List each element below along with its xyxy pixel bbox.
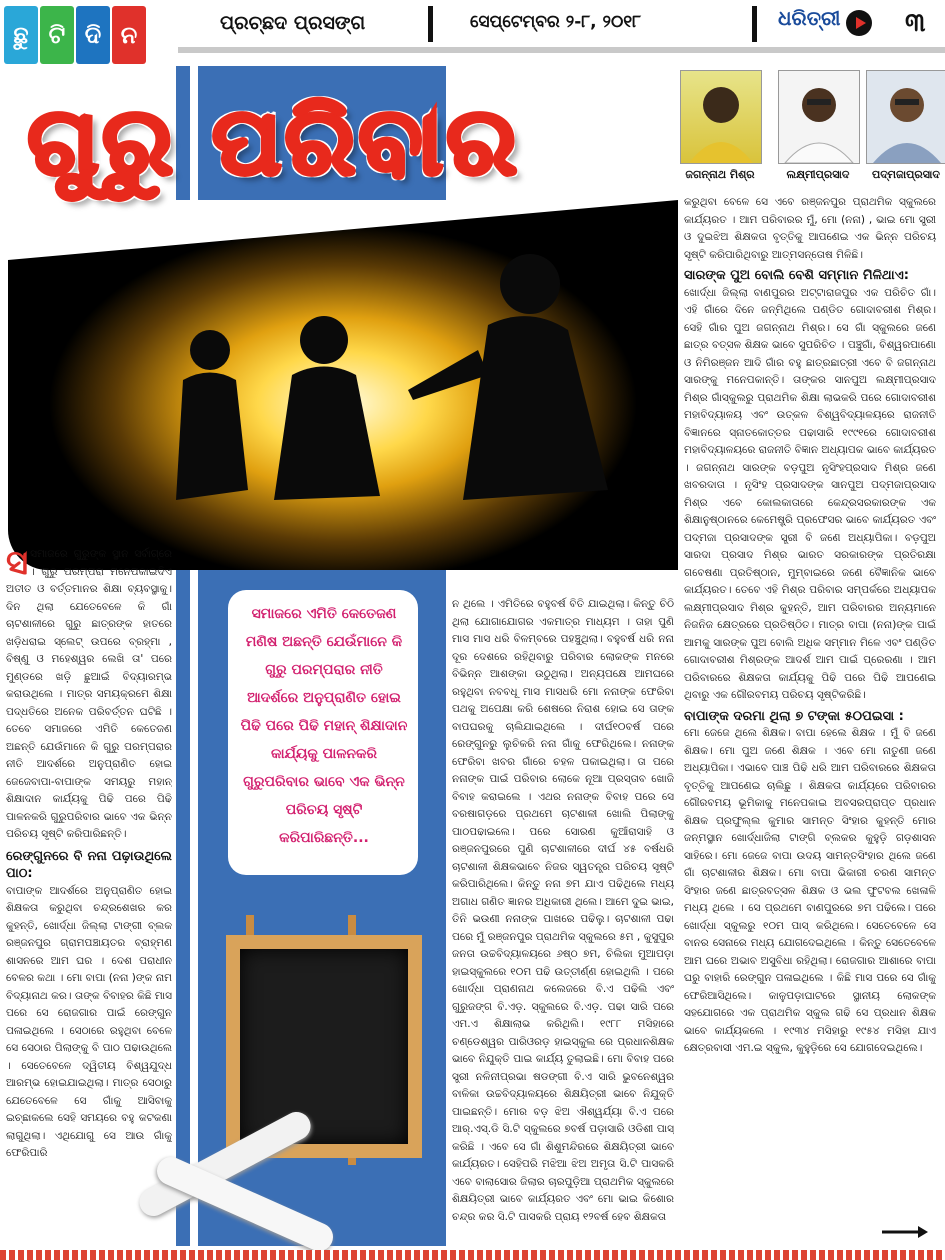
portrait-photo (680, 70, 762, 164)
logo-letter-2: ଟି (40, 6, 74, 64)
portrait-photo (866, 70, 945, 164)
column-3 (452, 596, 674, 1246)
portrait-caption: ଜଗନ୍ନାଥ ମିଶ୍ର (685, 168, 755, 181)
subheading: ରେଙ୍ଗୁନରେ ବି ନନା ପଢ଼ାଉଥିଲେ ପାଠ: (6, 848, 172, 881)
hero-image (8, 200, 678, 570)
article-paragraph: ବାପାଙ୍କ ଆଦର୍ଶରେ ଅନୁପ୍ରାଣିତ ହୋଇ ଶିକ୍ଷକତା କରୁଥିବା ଚନ୍ଦ୍ରଶେଖର କର କୁହନ୍ତି, ଖୋର୍ଦ୍ଧା ଜିଲ୍ଲା ଟାଙ୍ଗୀ ବ୍ଲକ ରଞ୍ଜନପୁର ଗ୍ରାମପଞ୍ଚାୟତର ବ୍ରାହ୍ମଣ ଶାସନରେ ଆମ ଘର । ଦେଶ ପରାଧୀନ ବେଳର କଥା । ମୋ ବାପା (ନନା )ଙ୍କ ନାମ ବିଦ୍ୟାନାଥ କର। ତାଙ୍କ ବିବାହର କିଛି ମାସ ପରେ ସେ ରୋଜଗାର ପାଇଁ ରେଙ୍ଗୁନ ପଳାଇଥିଲେ । ସେଠାରେ ରହୁଥିବା ବେଳେ ସେ ସେଠାର ପିଲାଙ୍କୁ ବି ପାଠ ପଢାଉଥିଲେ । ସେତେବେଳେ ଦ୍ୱିତୀୟ ବିଶ୍ୱଯୁଦ୍ଧ ଆରମ୍ଭ ହୋଇଯାଇଥିଲା। ମାତ୍ର ସେଠାରୁ ଯେତେବେଳେ ସେ ଗାଁକୁ ଆସିବାକୁ ଇଚ୍ଛାକଲେ ସେହି ସମୟରେ ବହୁ କଟକଣା ଲାଗୁଥିଲା। ଏଥିଯୋଗୁ ସେ ଆଉ ଗାଁକୁ ଫେରିପାରି (6, 884, 172, 1159)
portrait-caption: ଲକ୍ଷ୍ମୀପ୍ରସାଦ (786, 168, 850, 181)
issue-date: ସେପ୍ଟେମ୍ବର ୨-୮, ୨୦୧୮ (470, 12, 642, 32)
subheading: ସାରଙ୍କ ପୁଅ ବୋଲି ବେଶି ସମ୍ମାନ ମିଳିଥାଏ: (684, 268, 909, 283)
logo-letter-3: ଦି (76, 6, 110, 64)
play-icon (846, 10, 872, 36)
drop-cap: ସ (6, 546, 29, 583)
pull-quote: ସମାଜରେ ଏମିତି କେତେଜଣ ମଣିଷ ଅଛନ୍ତି ଯେଉଁମାନେ କି ଗୁରୁ ପରମ୍ପରାର ନୀତି ଆଦର୍ଶରେ ଅନୁପ୍ରାଣିତ ହୋଇ ପିଢି ପରେ ପିଢି ମହାନ୍ ଶିକ୍ଷାଦାନ କାର୍ଯ୍ୟକୁ ପାଳନକରି ଗୁରୁପରିବାର ଭାବେ ଏକ ଭିନ୍ନ ପରିଚୟ ସୃଷ୍ଟି କରିପାରିଛନ୍ତି... (240, 606, 408, 846)
footer-rule (0, 1250, 945, 1260)
subheading: ବାପାଙ୍କ ଦରମା ଥିଲା ୭ ଟଙ୍କା ୫୦ପଇସା : (684, 708, 904, 724)
article-paragraph: ଖୋର୍ଦ୍ଧା ଜିଲ୍ଲା ବାଣପୁରର ଅଟ୍ଟାରାଜପୁର ଏକ ପରିଚିତ ଗାଁ। ଏହି ଗାଁରେ ଦିନେ ଜନ୍ମିଥିଲେ ପଣ୍ଡିତ ଗୋଦାବରୀଶ ମିଶ୍ର। ସେହି ଗାଁର ପୁଅ ଜଗନ୍ନାଥ ମିଶ୍ର। ସେ ଗାଁ ସ୍କୁଲରେ ଜଣେ ଛାତ୍ର ବତ୍ସଳ ଶିକ୍ଷକ ଭାବେ ସୁପରିଚିତ । ପଞ୍ଚୁଗାଁ, ବିଶ୍ୱରପାଣୋ ଓ ନିମିରଞ୍ଜନ ଆଦି ଗାଁର ବହୁ ଛାତ୍ରଛାତ୍ରୀ ଏବେ ବି ଜଗନ୍ନାଥ ସାରଙ୍କୁ ମନେପକାନ୍ତି। ତାଙ୍କର ସାନପୁଅ ଲକ୍ଷ୍ମୀପ୍ରସାଦ ମିଶ୍ର ଗାଁସ୍କୁଲରୁ ପ୍ରାଥମିକ ଶିକ୍ଷା ଲାଭକରି ପରେ ଗୋଦାବରୀଶ ମହାବିଦ୍ୟାଳୟ ଏବଂ ଉତ୍କଳ ବିଶ୍ୱବିଦ୍ୟାଳୟରେ ରାଜନୀତି ବିଜ୍ଞାନରେ ସ୍ନାତକୋତ୍ତର ପଢାସାରି ୧୯୯୧ରେ ଗୋଦାବରୀଶ ମହାବିଦ୍ୟାଳୟରେ ରାଜନୀତି ବିଜ୍ଞାନ ଅଧ୍ୟାପକ ଭାବେ କାର୍ଯ୍ୟରତ । ଜଗନ୍ନାଥ ସାରଙ୍କ ବଡ଼ପୁଅ ନୃସିଂହପ୍ରସାଦ ମିଶ୍ର ଜଣେ ଖବରଦାତା । ନୃସିଂହ ପ୍ରସାଦଙ୍କ ସାନପୁଅ ପଦ୍ମଜାପ୍ରସାଦ ମିଶ୍ର ଏବେ କୋଲକାତାରେ କେନ୍ଦ୍ରସରକାରଙ୍କ ଏକ ଶିକ୍ଷାନୁଷ୍ଠାନରେ କେମେଷ୍ଟ୍ରି ପ୍ରଫେସର ଭାବେ କାର୍ଯ୍ୟରତ ଏବଂ ପଦ୍ମଜା ପ୍ରସାଦଙ୍କ ସ୍ତ୍ରୀ ବି ଜଣେ ଅଧ୍ୟାପିକା। ବଡ଼ପୁଅ ସାରଦା ପ୍ରସାଦ ମିଶ୍ର ଭାରତ ସରକାରଙ୍କ ପ୍ରତିରକ୍ଷା ଗବେଷଣା ପ୍ରତିଷ୍ଠାନ, ମୁମ୍ବାଇରେ ଜଣେ ବୈଜ୍ଞାନିକ ଭାବେ କାର୍ଯ୍ୟରତ। ତେବେ ଏହି ମିଶ୍ର ପରିବାର ସମ୍ପର୍କରେ ଅଧ୍ୟାପକ ଲକ୍ଷ୍ମୀପ୍ରସାଦ ମିଶ୍ର କୁହନ୍ତି, ଆମ ପରିବାରର ଅନ୍ୟମାନେ ନିଜନିଜ କ୍ଷେତ୍ରରେ ପ୍ରତିଷ୍ଠିତ। ମାତ୍ର ବାପା (ନନା)ଙ୍କ ପାଇଁ ଆମକୁ ସାରଙ୍କ ପୁଅ ବୋଲି ଅଧିକ ସମ୍ମାନ ମିଳେ ଏବଂ ପଣ୍ଡିତ ଗୋଦାବରୀଶ ମିଶ୍ରଙ୍କ ଆଦର୍ଶ ଆମ ପାଇଁ ପ୍ରେରଣା । ଆମ ପରିବାରରେ ଶିକ୍ଷକତା କାର୍ଯ୍ୟକୁ ପିଢି ପରେ ପିଢି ଆପଣେଇ ଥିବାରୁ ଏକ ଗୌରବମୟ ପରିଚୟ ସୃଷ୍ଟିକରିଛି। (684, 286, 936, 701)
article-paragraph: ନ ଥିଲେ । ଏମିତିରେ ବହୁବର୍ଷ ବିତି ଯାଇଥିଲା। କିନ୍ତୁ ଚିଠି ଥିଲା ଯୋଗାଯୋଗର ଏକମାତ୍ର ମାଧ୍ୟମ । ତାହା ପୁଣି ମାସ ମାସ ଧରି ବିଳମ୍ବରେ ପହଞ୍ଚୁଥିଲା। ବହୁବର୍ଷ ଧରି ନନା ଦୂର ଦେଶରେ ରହିଥିବାରୁ ପରିବାର ଲୋକଙ୍କ ମନରେ ବିଭିନ୍ନ ଆଶଙ୍କା ଉଠୁଥିଲା। ଅନ୍ୟପକ୍ଷେ ଆମଘରେ ରହୁଥିବା ନବବଧୂ ମାସ ମାସଧରି ମୋ ନନାଙ୍କ ଫେରିବା ପଥକୁ ଅପେକ୍ଷା କରି ଶେଷରେ ନିରାଶ ହୋଇ ସେ ତାଙ୍କ ବାପଘରକୁ ଚାଲିଯାଇଥିଲେ । ଦୀର୍ଘ୧୦ବର୍ଷ ପରେ ରେଙ୍ଗୁନରୁ ଲୁଚିକରି ନନା ଗାଁକୁ ଫେରିଥିଲେ। ନନାଙ୍କ ଫେରିବା ଖବର ଗାଁରେ ଚହଳ ପକାଇଥିଲା। ତା ପରେ ନନାଙ୍କ ପାଇଁ ପରିବାର ଲୋକେ ନୂଆ ପ୍ରସ୍ତାବ ଖୋଜି ବିବାହ କରାଇଲେ । ଏଥର ନନାଙ୍କ ବିବାହ ପରେ ସେ ବରଷାଗଡ଼ରେ ପ୍ରଥମେ ଚାଟଶାଳୀ ଖୋଲି ପିଲାଙ୍କୁ ପାଠପଢାଇଲେ। ପରେ ସୋରଣ କୁଆଁରାସାହି ଓ ରଞ୍ଜନପୁରରେ ପୁଣି ଚାଟଶାଳୀରେ ଦୀର୍ଘ ୪୫ ବର୍ଷଧରି ଚାଟଶାଳୀ ଶିକ୍ଷକଭାବେ ନିଜର ସ୍ୱତନ୍ତ୍ର ପରିଚୟ ସୃଷ୍ଟି କରିପାରିଥିଲେ। କିନ୍ତୁ ନନା ୭ମ ଯାଏ ପଢିଥିଲେ ମଧ୍ୟ ଅଗାଧ ଗଣିତ ଜ୍ଞାନର ଅଧିକାରୀ ଥିଲେ। ଆମେ ଦୁଇ ଭାଇ, ତିନି ଭଉଣୀ ନନାଙ୍କ ପାଖରେ ପଢିଲୁ। ଚାଟଶାଳୀ ପଢା ପରେ ମୁଁ ରଞ୍ଜନପୁର ପ୍ରାଥମିକ ସ୍କୁଲରେ ୫ମ , କୁସୁପୁର ଜନତା ଉଚ୍ଚବିଦ୍ୟାଳୟରେ ୬ଷ୍ଠ ୭ମ, ଚିଲିକା ମୁଆପଡ଼ା ହାଇସ୍କୁଲରେ ୧୦ମ ପଢି ଉତ୍ତୀର୍ଣ୍ଣ ହୋଇଥିଲି । ପରେ ଖୋର୍ଦ୍ଧା ପ୍ରାଣନାଥ କଲେଜରେ ବି.ଏ ପଢିଲି ଏବଂ ଗୁରୁଜଙ୍ଗ ବି.ଏଡ଼. ସ୍କୁଲରେ ବି.ଏଡ଼. ପଢା ସାରି ପରେ ଏମ.ଏ ଶିକ୍ଷାଲାଭ କରିଥିଲି। ୧୯୮୮ ମସିହାରେ ଚଣ୍ଡେଶ୍ୱର ପାରିଓରଡ଼ ହାଇସ୍କୁଲ ରେ ପ୍ରଧାନଶିକ୍ଷକ ଭାବେ ନିଯୁକ୍ତି ପାଇ କାର୍ଯ୍ୟ ତୁଲାଇଛି। ମୋ ବିବାହ ପରେ ସ୍ତ୍ରୀ ନଳିନୀପ୍ରଭା ଷଡଙ୍ଗୀ ବି.ଏ ସାରି ଭୁବନେଶ୍ୱର ବାଳିକା ଉଚ୍ଚବିଦ୍ୟାଳୟରେ ଶିକ୍ଷୟିତ୍ରୀ ଭାବେ ନିଯୁକ୍ତି ପାଇଛନ୍ତି। ମୋର ବଡ଼ ଝିଅ ଐଶ୍ୱର୍ଯ୍ୟା ବି.ଏ ପରେ ଆର୍.ଏସ୍.ଡି ସି.ଟି ସ୍କୁଲରେ ୭ବର୍ଷ ପଡ଼ାସାରି ଓଡିଶୀ ପାସ୍ କରିଛି । ଏବେ ସେ ଗାଁ ଶିଶୁମନ୍ଦିରରେ ଶିକ୍ଷୟିତ୍ରୀ ଭାବେ କାର୍ଯ୍ୟରତ। ସେହିପରି ମଝିଆ ଝିଅ ଅମୃତା ସି.ଟି ପାସକରି ଏବେ ବାଲାସୋର ଜିଲାର ଚାରପୁଡ଼ିଆ ପ୍ରାଥମିକ ସ୍କୁଲରେ ଶିକ୍ଷୟିତ୍ରୀ ଭାବେ କାର୍ଯ୍ୟରତ ଏବଂ ମୋ ଭାଇ କିଶୋର ଚନ୍ଦ୍ର କର ସି.ଟି ପାସକରି ପ୍ରାୟ ୧୨ବର୍ଷ ହେବ ଶିକ୍ଷକତା (452, 598, 674, 1223)
article-paragraph: କରୁଥିବା ବେଳେ ସେ ଏବେ ରଞ୍ଜନପୁର ପ୍ରାଥମିକ ସ୍କୁଲରେ କାର୍ଯ୍ୟରତ । ଆମ ପରିବାରର ମୁଁ, ମୋ (ନନା) , ଭାଇ ମୋ ସ୍ତ୍ରୀ ଓ ଦୁଇଝିଅ ଶିକ୍ଷକତା ବୃତ୍ତିକୁ ଆପଣେଇ ଏକ ଭିନ୍ନ ପରିଚୟ ସୃଷ୍ଟି କରିପାରିଥିବାରୁ ଆତ୍ମସନ୍ତୋଷ ମିଳିଛି। (684, 196, 936, 261)
portrait-photo (778, 70, 860, 164)
column-4 (684, 194, 936, 1244)
portrait-caption: ପଦ୍ମଜାପ୍ରସାଦ (872, 168, 940, 181)
article-paragraph: ମୋ ଜେଜେ ଥିଲେ ଶିକ୍ଷକ। ବାପା ହେଲେ ଶିକ୍ଷକ । ମୁଁ ବି ଜଣେ ଶିକ୍ଷକ। ମୋ ପୁଅ ଜଣେ ଶିକ୍ଷକ । ଏବେ ମୋ ନାତୁଣୀ ଜଣେ ଅଧ୍ୟାପିକା। ଏଭାବେ ପାଞ୍ଚ ପିଢି ଧରି ଆମ ପରିବାରରେ ଶିକ୍ଷକତା ବୃତ୍ତିକୁ ଆପଣେଇ ଚାଲିଛୁ । ଶିକ୍ଷକତା କାର୍ଯ୍ୟରେ ପରିବାରର ଗୌରବମୟ ଭୂମିକାକୁ ମନେପକାଇ ଅବସରପ୍ରାପ୍ତ ପ୍ରଧାନ ଶିକ୍ଷକ ପ୍ରଫୁଲ୍ଲ କୁମାର ସାମନ୍ତ ସିଂହାର କୁହନ୍ତି ମୋର ଜନ୍ମସ୍ଥାନ ଖୋର୍ଦ୍ଧାଜିଲା ଟାଙ୍ଗି ବ୍ଲକର କୁହୁଡ଼ି ଗଡ଼ଶାସନ ସାହିରେ। ମୋ ଜେଜେ ବାପା ଉଦୟ ସାମନ୍ତସିଂହାର ଥିଲେ ଜଣେ ଗାଁ ଚାଟଶାଳୀର ଶିକ୍ଷକ। ମୋ ବାପା ଭିକାରୀ ଚରଣ ସାମନ୍ତ ସିଂହାର ଜଣେ ଛାତ୍ରବତ୍ସଳ ଶିକ୍ଷକ ଓ ଭଲ ଫୁଟବଲ ଖେଳାଳି ମଧ୍ୟ ଥିଲେ । ସେ ପ୍ରଥମେ ବାଣପୁରରେ ୭ମ ପଢିଲେ। ପରେ ଖୋର୍ଦ୍ଧା ସ୍କୁଲରୁ ୧୦ମ ପାସ୍ କରିଥିଲେ। ସେତେବେଳେ ସେ ବାନର ସେନାରେ ମଧ୍ୟ ଯୋଗଦେଇଥିଲେ । କିନ୍ତୁ ସେତେବେଳେ ଆମ ଘରେ ଅଭାବ ଅସୁବିଧା ରହିଥିଲା। ରୋଜଗାର ଆଶାରେ ବାପା ଘରୁ ବାହାରି ରେଙ୍ଗୁନ ପଳାଇଥିଲେ । କିଛି ମାସ ପରେ ସେ ଗାଁକୁ ଫେରିଆସିଥିଲେ। କାଳୁପଡ଼ାଘାଟରେ ସ୍ଥାନୀୟ ଲୋକଙ୍କ ସହଯୋଗରେ ଏକ ପ୍ରାଥମିକ ସ୍କୁଲ ଗଢି ସେ ପ୍ରଧାନ ଶିକ୍ଷକ ଭାବେ କାର୍ଯ୍ୟକଲେ । ୧୯୩୪ ମସିହାରୁ ୧୯୫୪ ମସିହା ଯାଏ କ୍ଷେତ୍ରବାସୀ ଏମ.ଇ ସ୍କୁଲ, କୁହୁଡ଼ିରେ ସେ ଯୋଗଦେଇଥିଲେ। (684, 727, 936, 1054)
logo-letter-4: ନ (112, 6, 146, 64)
logo-letter-1: ଛୁ (4, 6, 38, 64)
section-label: ପ୍ରଚ୍ଛଦ ପ୍ରସଙ୍ଗ (220, 12, 366, 34)
brand-logo: ଧରିତ୍ରୀ (778, 6, 841, 30)
header-divider (428, 6, 433, 42)
header-rule (178, 47, 945, 53)
continue-arrow-icon (880, 1224, 930, 1244)
column-1 (6, 546, 172, 1246)
chalkboard-image (226, 935, 422, 1158)
article-paragraph: ସମାଜରେ ଗୁରୁଙ୍କ ସ୍ଥାନ ସର୍ବାଗ୍ରେ । ଗୁରୁ ପରମ୍ପରା ମନେପକାଇଦିଏ ଅତୀତ ଓ ବର୍ତ୍ତମାନର ଶିକ୍ଷା ବ୍ୟବସ୍ଥାକୁ। ଦିନ ଥିଲା ଯେତେବେଳେ କି ଗାଁ ଚାଟଶାଳୀରେ ଗୁରୁ ଛାତ୍ରଙ୍କ ହାତରେ ଖଡ଼ିଧରାଇ ସ୍ଲେଟ୍ ଉପରେ ବ୍ରହ୍ମା , ବିଷ୍ଣୁ ଓ ମହେଶ୍ୱର ଲେଖି ତା' ପରେ ମୁଣ୍ଡରେ ଖଡ଼ି ଛୁଆଇଁ ବିଦ୍ୟାରମ୍ଭ କରାଉଥିଲେ । ମାତ୍ର ସମୟକ୍ରମେ ଶିକ୍ଷା ପଦ୍ଧତିରେ ଅନେକ ପରିବର୍ତ୍ତନ ଘଟିଛି । ତେବେ ସମାଜରେ ଏମିତି କେତେଜଣ ଅଛନ୍ତି ଯେଉଁମାନେ କି ଗୁରୁ ପରମ୍ପରାର ନୀତି ଆଦର୍ଶରେ ଅନୁପ୍ରାଣିତ ହୋଇ ଜେଜେବାପା-ବାପାଙ୍କ ସମୟରୁ ମହାନ୍ ଶିକ୍ଷାଦାନ କାର୍ଯ୍ୟକୁ ପିଢି ପରେ ପିଢି ପାଳନକରି ଗୁରୁପରିବାର ଭାବେ ଏକ ଭିନ୍ନ ପରିଚୟ ସୃଷ୍ଟି କରିପାରିଛନ୍ତି। (6, 548, 172, 840)
page-header (0, 0, 945, 50)
page-number: ୩ (905, 8, 926, 38)
page-title: ଗୁରୁ ପରିବାର (28, 88, 521, 195)
header-divider (752, 6, 757, 42)
